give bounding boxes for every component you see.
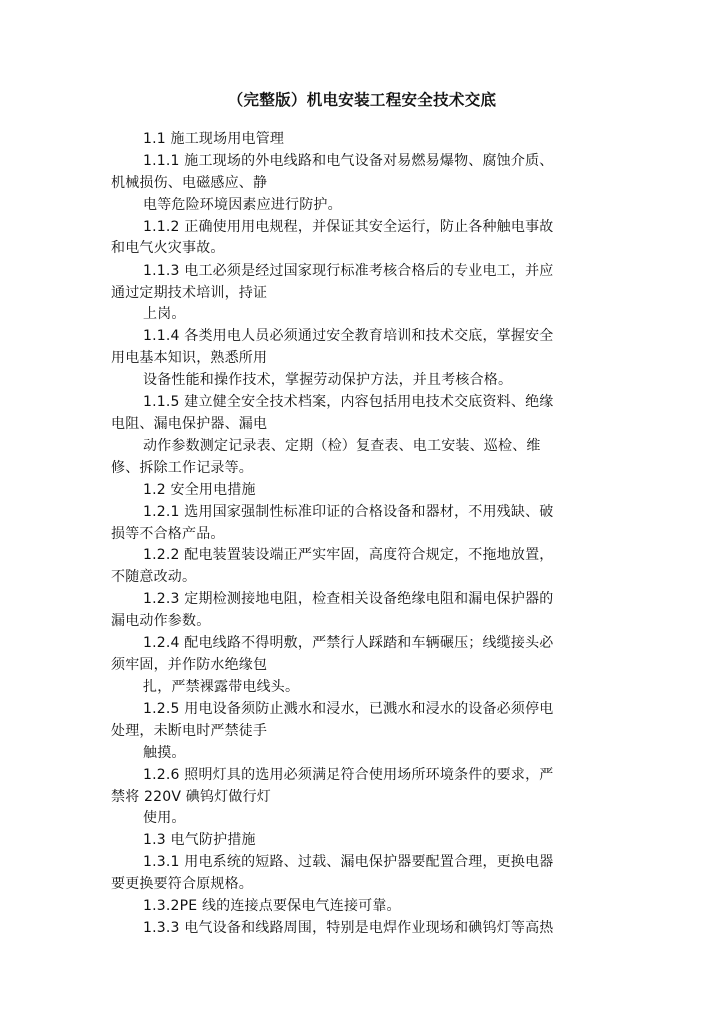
text-line: 1.1.1 施工现场的外电线路和电气设备对易燃易爆物、腐蚀介质、	[143, 153, 554, 169]
text-line: 1.2 安全用电措施	[143, 482, 256, 498]
text-line: 通过定期技术培训，持证	[111, 285, 268, 301]
text-line: 处理，未断电时严禁徒手	[111, 723, 268, 739]
text-line: 1.1 施工现场用电管理	[143, 131, 285, 147]
text-line: 禁将 220V 碘钨灯做行灯	[111, 789, 271, 805]
text-line: 1.1.5 建立健全安全技术档案，内容包括用电技术交底资料、绝缘	[143, 394, 554, 410]
text-line: 电等危险环境因素应进行防护。	[143, 197, 342, 213]
text-line: 修、拆除工作记录等。	[111, 460, 253, 476]
text-line: 1.2.5 用电设备须防止溅水和浸水，已溅水和浸水的设备必须停电	[143, 701, 554, 717]
text-line: 1.3 电气防护措施	[143, 832, 256, 848]
text-line: 1.2.2 配电装置装设端正严实牢固，高度符合规定，不拖地放置，	[143, 547, 554, 563]
text-line: 须牢固，并作防水绝缘包	[111, 657, 268, 673]
text-line: 用电基本知识，熟悉所用	[111, 350, 268, 366]
text-line: 1.3.2PE 线的连接点要保电气连接可靠。	[143, 898, 401, 914]
text-line: 1.2.3 定期检测接地电阻，检查相关设备绝缘电阻和漏电保护器的	[143, 591, 554, 607]
text-line: 1.2.6 照明灯具的选用必须满足符合使用场所环境条件的要求，严	[143, 767, 554, 783]
text-line: 扎，严禁裸露带电线头。	[143, 679, 300, 695]
text-line: 1.3.1 用电系统的短路、过载、漏电保护器要配置合理，更换电器	[143, 854, 554, 870]
text-line: 漏电动作参数。	[111, 613, 211, 629]
text-line: 1.3.3 电气设备和线路周围，特别是电焊作业现场和碘钨灯等高热	[143, 920, 554, 936]
text-line: 机械损伤、电磁感应、静	[111, 175, 268, 191]
text-line: 动作参数测定记录表、定期（检）复查表、电工安装、巡检、维	[143, 438, 541, 454]
text-line: 1.1.3 电工必须是经过国家现行标准考核合格后的专业电工，并应	[143, 263, 554, 279]
document-title: （完整版）机电安装工程安全技术交底	[227, 91, 497, 109]
text-line: 上岗。	[143, 306, 186, 322]
text-line: 要更换要符合原规格。	[111, 876, 253, 892]
text-line: 1.2.4 配电线路不得明敷，严禁行人踩踏和车辆碾压；线缆接头必	[143, 635, 554, 651]
text-line: 和电气火灾事故。	[111, 240, 225, 256]
text-line: 不随意改动。	[111, 569, 197, 585]
text-line: 使用。	[143, 810, 186, 826]
text-line: 触摸。	[143, 745, 186, 761]
text-line: 1.1.2 正确使用用电规程，并保证其安全运行，防止各种触电事故	[143, 219, 554, 235]
text-line: 电阻、漏电保护器、漏电	[111, 416, 268, 432]
text-line: 损等不合格产品。	[111, 526, 225, 542]
text-line: 1.2.1 选用国家强制性标准印证的合格设备和器材，不用残缺、破	[143, 504, 554, 520]
text-line: 1.1.4 各类用电人员必须通过安全教育培训和技术交底，掌握安全	[143, 328, 554, 344]
text-line: 设备性能和操作技术，掌握劳动保护方法，并且考核合格。	[143, 372, 513, 388]
